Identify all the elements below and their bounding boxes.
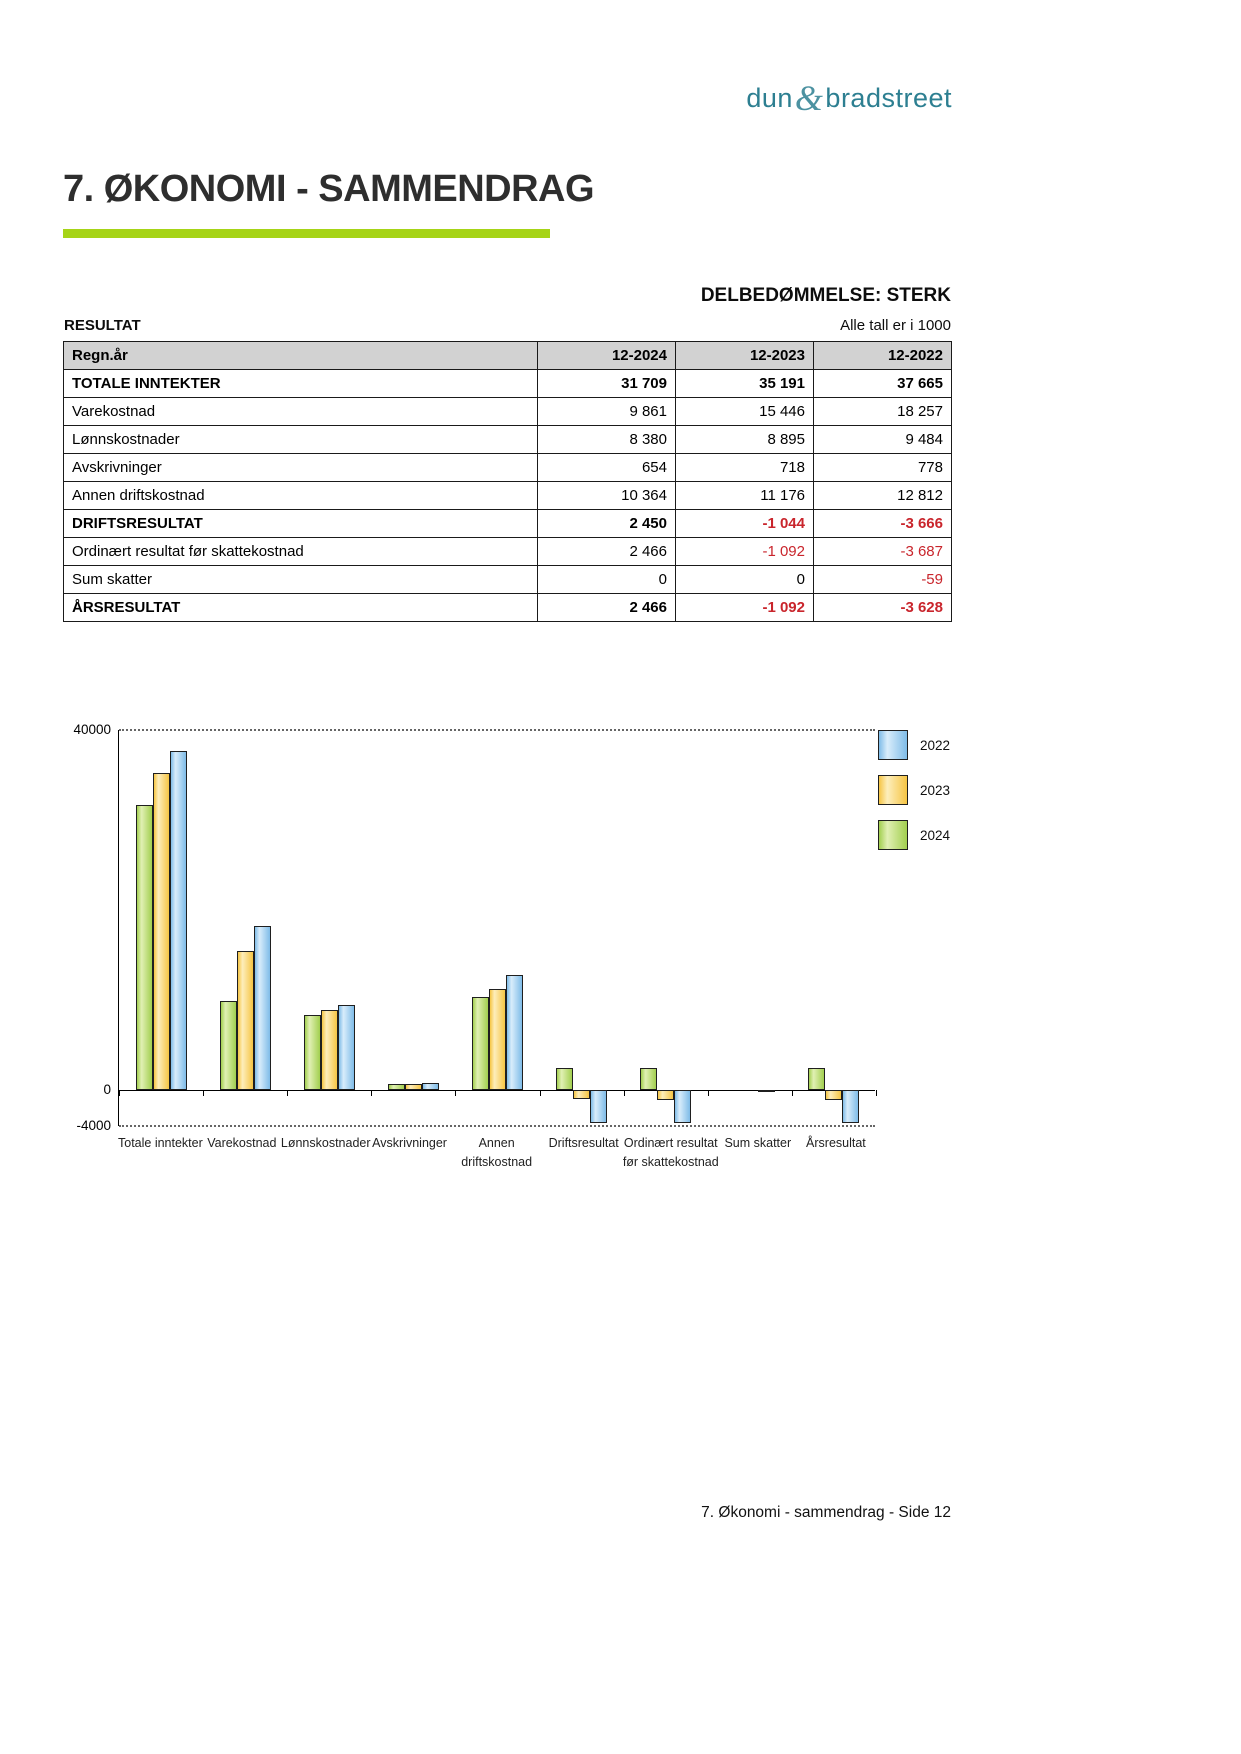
category-label bbox=[281, 1134, 371, 1173]
row-value: -3 666 bbox=[814, 510, 952, 538]
category-label-text: Totale inntekter bbox=[118, 1136, 203, 1150]
category-label bbox=[371, 1134, 449, 1173]
row-value: -1 092 bbox=[676, 594, 814, 622]
row-value: 2 450 bbox=[538, 510, 676, 538]
section-label: RESULTAT bbox=[64, 317, 141, 334]
axis-tick bbox=[708, 1090, 709, 1096]
bar-2024 bbox=[640, 1068, 657, 1090]
axis-tick bbox=[540, 1090, 541, 1096]
axis-tick bbox=[792, 1090, 793, 1096]
legend-label: 2024 bbox=[920, 827, 951, 843]
category-label bbox=[545, 1134, 623, 1173]
category-label-text: Annen driftskostnad bbox=[461, 1136, 533, 1170]
legend-item-2022 bbox=[878, 730, 950, 760]
bar-chart bbox=[63, 716, 951, 1216]
bar-2022 bbox=[254, 926, 271, 1090]
category-label bbox=[118, 1134, 203, 1173]
row-value: 8 895 bbox=[676, 426, 814, 454]
category-label-text: Lønnskostnader bbox=[280, 1136, 371, 1150]
row-value: 10 364 bbox=[538, 482, 676, 510]
row-value: 8 380 bbox=[538, 426, 676, 454]
row-value: 9 484 bbox=[814, 426, 952, 454]
gridline-bottom bbox=[119, 1125, 875, 1127]
bar-2024 bbox=[808, 1068, 825, 1090]
row-value: 2 466 bbox=[538, 594, 676, 622]
legend-label: 2023 bbox=[920, 782, 951, 798]
table-row bbox=[64, 594, 952, 622]
row-value: -1 092 bbox=[676, 538, 814, 566]
table-meta-row bbox=[64, 317, 951, 334]
category-label bbox=[797, 1134, 875, 1173]
results-table-head bbox=[64, 342, 952, 370]
bar-2023 bbox=[489, 989, 506, 1090]
row-label: Varekostnad bbox=[64, 398, 538, 426]
bar-2023 bbox=[237, 951, 254, 1090]
row-label: Lønnskostnader bbox=[64, 426, 538, 454]
bar-2022 bbox=[590, 1090, 607, 1123]
row-value: 0 bbox=[538, 566, 676, 594]
row-value: 18 257 bbox=[814, 398, 952, 426]
category-label-text: Årsresultat bbox=[806, 1136, 866, 1150]
row-label: Avskrivninger bbox=[64, 454, 538, 482]
row-value: 11 176 bbox=[676, 482, 814, 510]
row-value: 15 446 bbox=[676, 398, 814, 426]
axis-tick bbox=[371, 1090, 372, 1096]
chart-categories bbox=[118, 1134, 875, 1173]
category-label-text: Avskrivninger bbox=[372, 1136, 447, 1150]
column-header: Regn.år bbox=[64, 342, 538, 370]
row-value: -59 bbox=[814, 566, 952, 594]
row-value: 37 665 bbox=[814, 370, 952, 398]
column-header: 12-2023 bbox=[676, 342, 814, 370]
row-value: 654 bbox=[538, 454, 676, 482]
bar-2022 bbox=[506, 975, 523, 1090]
bar-2024 bbox=[388, 1084, 405, 1090]
row-value: 12 812 bbox=[814, 482, 952, 510]
row-label: Annen driftskostnad bbox=[64, 482, 538, 510]
bar-2023 bbox=[321, 1010, 338, 1090]
row-value: 2 466 bbox=[538, 538, 676, 566]
dnb-logo bbox=[700, 74, 952, 116]
bar-2022 bbox=[758, 1090, 775, 1092]
row-value: -3 628 bbox=[814, 594, 952, 622]
results-table-body bbox=[64, 370, 952, 622]
category-label-text: Driftsresultat bbox=[548, 1136, 619, 1150]
category-label bbox=[719, 1134, 797, 1173]
logo-word-bradstreet: bradstreet bbox=[825, 83, 952, 113]
table-row bbox=[64, 482, 952, 510]
table-row bbox=[64, 398, 952, 426]
bar-2022 bbox=[674, 1090, 691, 1123]
table-header-row bbox=[64, 342, 952, 370]
category-label bbox=[449, 1134, 545, 1173]
table-row bbox=[64, 538, 952, 566]
page-footer: 7. Økonomi - sammendrag - Side 12 bbox=[701, 1504, 951, 1521]
logo-word-dun: dun bbox=[746, 83, 793, 113]
page-title: 7. ØKONOMI - SAMMENDRAG bbox=[63, 168, 595, 210]
row-value: 0 bbox=[676, 566, 814, 594]
row-label: TOTALE INNTEKTER bbox=[64, 370, 538, 398]
row-label: ÅRSRESULTAT bbox=[64, 594, 538, 622]
bar-2023 bbox=[573, 1090, 590, 1099]
category-label bbox=[203, 1134, 281, 1173]
bar-2022 bbox=[422, 1083, 439, 1090]
axis-tick bbox=[287, 1090, 288, 1096]
bar-2022 bbox=[842, 1090, 859, 1123]
legend-item-2023 bbox=[878, 775, 950, 805]
ampersand-icon: & bbox=[794, 78, 824, 118]
bar-2024 bbox=[556, 1068, 573, 1090]
results-table bbox=[63, 341, 952, 622]
axis-tick bbox=[624, 1090, 625, 1096]
units-note: Alle tall er i 1000 bbox=[840, 317, 951, 334]
bar-2023 bbox=[153, 773, 170, 1090]
row-value: -1 044 bbox=[676, 510, 814, 538]
bar-2023 bbox=[825, 1090, 842, 1100]
category-label-text: Varekostnad bbox=[207, 1136, 277, 1150]
axis-tick bbox=[876, 1090, 877, 1096]
table-row bbox=[64, 370, 952, 398]
axis-tick bbox=[119, 1090, 120, 1096]
category-label-text: Ordinært resultat før skattekostnad bbox=[622, 1136, 719, 1170]
table-row bbox=[64, 426, 952, 454]
y-axis-label-max: 40000 bbox=[73, 722, 111, 737]
axis-tick bbox=[455, 1090, 456, 1096]
row-label: Ordinært resultat før skattekostnad bbox=[64, 538, 538, 566]
bar-2023 bbox=[405, 1084, 422, 1090]
gridline-top bbox=[119, 729, 875, 731]
category-label bbox=[623, 1134, 719, 1173]
bar-2024 bbox=[472, 997, 489, 1090]
row-value: 31 709 bbox=[538, 370, 676, 398]
legend-swatch bbox=[878, 775, 908, 805]
legend-label: 2022 bbox=[920, 737, 951, 753]
category-label-text: Sum skatter bbox=[724, 1136, 792, 1150]
bar-2022 bbox=[170, 751, 187, 1090]
row-value: -3 687 bbox=[814, 538, 952, 566]
column-header: 12-2022 bbox=[814, 342, 952, 370]
y-axis-label-zero: 0 bbox=[103, 1082, 111, 1097]
row-label: DRIFTSRESULTAT bbox=[64, 510, 538, 538]
row-value: 35 191 bbox=[676, 370, 814, 398]
bar-2024 bbox=[136, 805, 153, 1090]
row-label: Sum skatter bbox=[64, 566, 538, 594]
table-row bbox=[64, 566, 952, 594]
legend-swatch bbox=[878, 730, 908, 760]
bar-2023 bbox=[657, 1090, 674, 1100]
y-axis-label-min: -4000 bbox=[76, 1118, 111, 1133]
chart-plot bbox=[118, 730, 875, 1126]
legend-item-2024 bbox=[878, 820, 950, 850]
assessment-heading: DELBEDØMMELSE: STERK bbox=[700, 285, 951, 306]
row-value: 9 861 bbox=[538, 398, 676, 426]
title-accent-bar bbox=[63, 229, 550, 238]
chart-legend bbox=[878, 730, 950, 865]
row-value: 778 bbox=[814, 454, 952, 482]
row-value: 718 bbox=[676, 454, 814, 482]
legend-swatch bbox=[878, 820, 908, 850]
bar-2024 bbox=[304, 1015, 321, 1090]
table-row bbox=[64, 454, 952, 482]
bar-2024 bbox=[220, 1001, 237, 1090]
column-header: 12-2024 bbox=[538, 342, 676, 370]
bar-2022 bbox=[338, 1005, 355, 1090]
axis-tick bbox=[203, 1090, 204, 1096]
table-row bbox=[64, 510, 952, 538]
